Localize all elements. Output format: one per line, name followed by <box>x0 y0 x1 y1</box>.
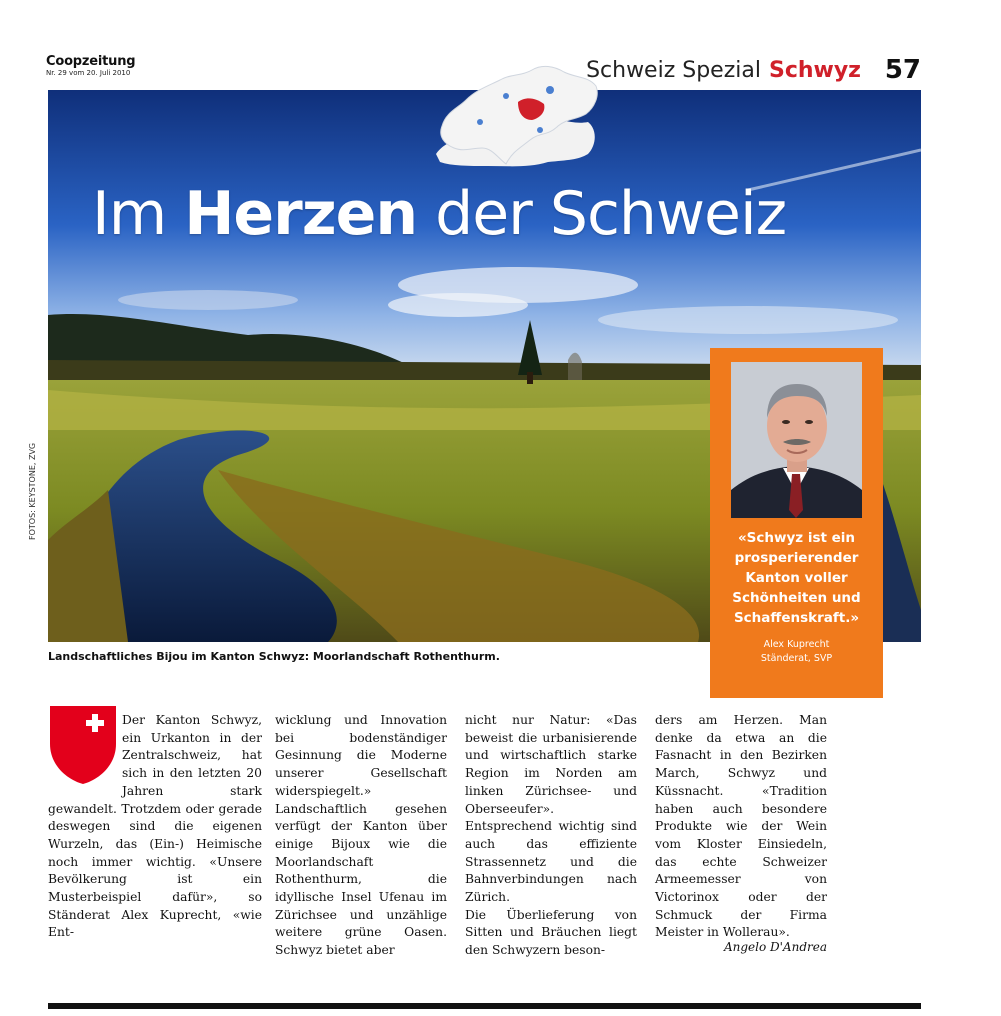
portrait-photo <box>731 362 862 518</box>
headline <box>92 178 786 250</box>
masthead-issue: Nr. 29 vom 20. Juli 2010 <box>46 69 131 77</box>
quote-author-role: Ständerat, SVP <box>760 653 833 664</box>
photo-credit: FOTOS: KEYSTONE, ZVG <box>28 442 37 540</box>
article-column-3 <box>465 712 637 960</box>
article-text-col3a: nicht nur Natur: «Das beweist die urbanisierende und wirtschaftlich starke Region im Norden am linken Zürichsee- und Oberseeufer». Entsprechend wichtig sind auch das effiziente Strassennetz und die Bahnverbindungen nach Zürich. <box>465 713 637 905</box>
quote-author <box>716 638 877 666</box>
article-text-col2a: wicklung und Innovation bei bodenständiger Gesinnung die Moderne unserer Gesellschaft widerspiegelt.» <box>275 713 447 798</box>
photo-caption: Landschaftliches Bijou im Kanton Schwyz: Moorlandschaft Rothenthurm. <box>48 650 500 663</box>
article-column-1 <box>48 712 262 942</box>
article-text-col2b: Landschaftlich gesehen verfügt der Kanton über einige Bijoux wie die Moorlandschaft Rothenthurm, die idyllische Insel Ufenau im Zürichsee und unzählige weitere grüne Oasen. Schwyz bietet aber <box>275 801 447 958</box>
page-number: 57 <box>884 55 921 85</box>
section-label <box>586 58 861 84</box>
article-author: Angelo D'Andrea <box>723 940 827 954</box>
article-column-2 <box>275 712 447 960</box>
article-text-col3b: Die Überlieferung von Sitten und Bräuchen liegt den Schwyzern beson- <box>465 907 637 958</box>
masthead-title: Coopzeitung <box>46 54 136 69</box>
headline-part1: Im <box>92 179 185 249</box>
quote-author-name: Alex Kuprecht <box>763 639 830 650</box>
headline-emphasis: Herzen <box>184 179 418 249</box>
masthead <box>46 55 135 78</box>
quote-box <box>710 348 883 698</box>
article-column-4 <box>655 712 827 942</box>
section-title: Schweiz Spezial <box>586 58 761 83</box>
headline-part2: der Schweiz <box>417 179 787 249</box>
quote-text: «Schwyz ist ein prosperierender Kanton voller Schönheiten und Schaffenskraft.» <box>732 530 861 626</box>
section-canton: Schwyz <box>768 58 861 83</box>
switzerland-map-icon <box>436 56 601 166</box>
article-text-col4: ders am Herzen. Man denke da etwa an die Fasnacht in den Bezirken March, Schwyz und Küssnacht. «Tradition haben auch besondere Produkte wie der Wein vom Kloster Einsiedeln, das echte Schweizer Armeemesser von Victorinox oder der Schmuck der Firma Meister in Wollerau». <box>655 713 827 940</box>
article-text-col1: Der Kanton Schwyz, ein Urkanton in der Zentralschweiz, hat sich in den letzten 20 Jahren stark gewandelt. Trotzdem oder gerade deswegen sind die eigenen Wurzeln, das (Ein-) Heimische noch immer wichtig. «Unsere Bevölkerung ist ein Musterbeispiel dafür», so Ständerat Alex Kuprecht, «wie Ent- <box>48 713 262 940</box>
bottom-rule <box>48 1003 921 1009</box>
